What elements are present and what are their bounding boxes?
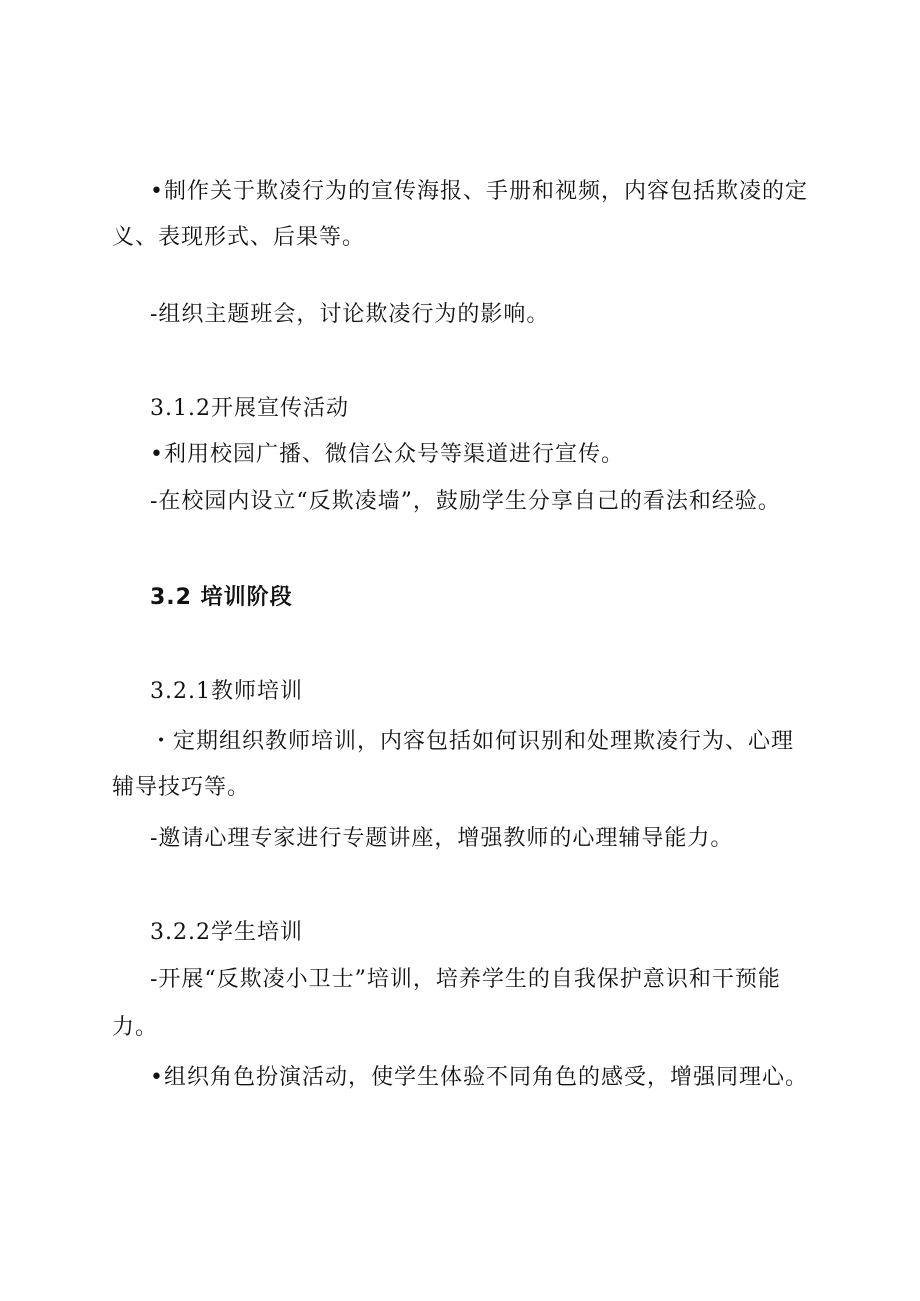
subsection-heading-3-2-1: 3.2.1教师培训	[150, 679, 303, 704]
bullet-text-broadcast: •利用校园广播、微信公众号等渠道进行宣传。	[150, 442, 624, 467]
bullet-text-poster-cont: 义、表现形式、后果等。	[112, 225, 366, 250]
subsection-heading-3-2-2: 3.2.2学生培训	[150, 920, 303, 945]
bullet-text-expert-lecture: -邀请心理专家进行专题讲座，增强教师的心理辅导能力。	[150, 826, 734, 851]
bullet-text-poster: •制作关于欺凌行为的宣传海报、手册和视频，内容包括欺凌的定	[150, 179, 808, 204]
bullet-text-teacher-training-cont: 辅导技巧等。	[112, 775, 251, 800]
bullet-text-teacher-training: ・定期组织教师培训，内容包括如何识别和处理欺凌行为、心理	[150, 729, 795, 754]
section-heading-3-2: 3.2 培训阶段	[150, 585, 293, 610]
bullet-text-little-guard-cont: 力。	[112, 1015, 159, 1040]
bullet-text-class-meeting: -组织主题班会，讨论欺凌行为的影响。	[150, 302, 550, 327]
subsection-heading-3-1-2: 3.1.2开展宣传活动	[150, 396, 349, 421]
bullet-text-role-play: •组织角色扮演活动，使学生体验不同角色的感受，增强同理心。	[150, 1065, 808, 1090]
bullet-text-little-guard: -开展“反欺凌小卫士”培训，培养学生的自我保护意识和干预能	[150, 967, 781, 992]
bullet-text-anti-bully-wall: -在校园内设立“反欺凌墙”，鼓励学生分享自己的看法和经验。	[150, 489, 781, 514]
